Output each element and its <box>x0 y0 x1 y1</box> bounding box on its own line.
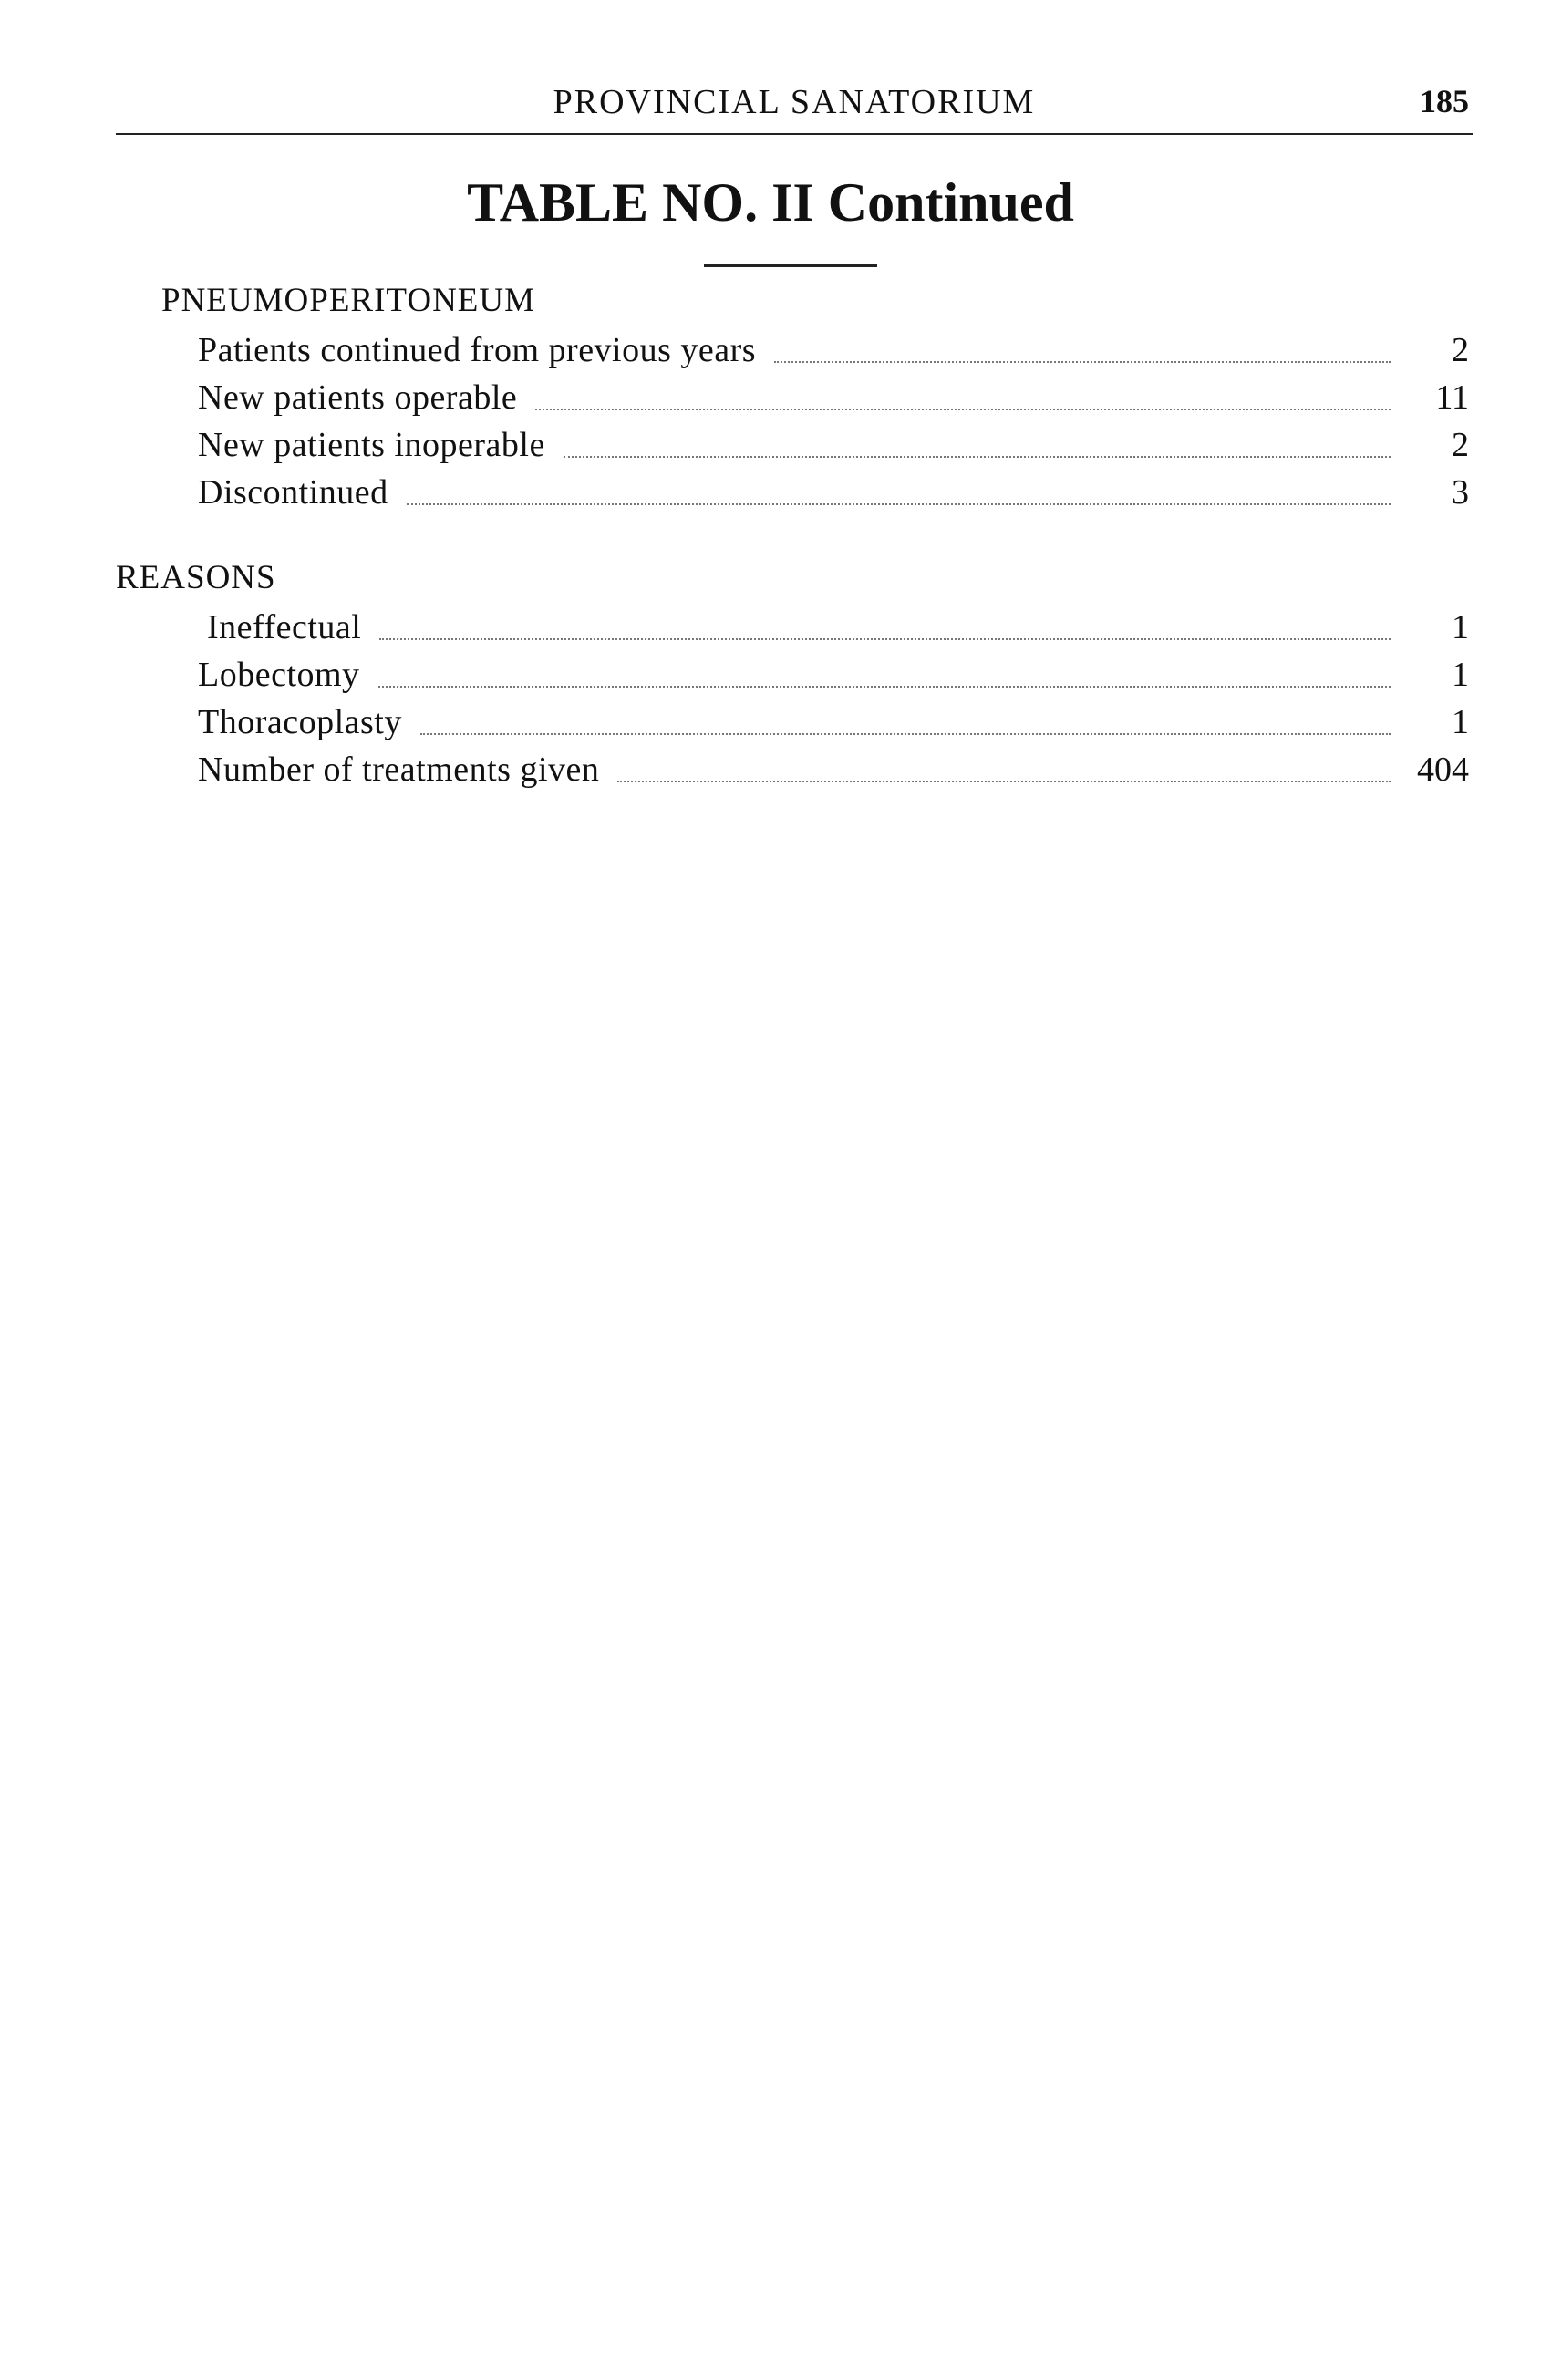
row-label: Number of treatments given <box>198 750 600 789</box>
row-value: 1 <box>1452 703 1469 741</box>
row-value: 1 <box>1452 608 1469 647</box>
dot-leader <box>535 409 1391 410</box>
row-value: 2 <box>1452 426 1469 464</box>
row-label: Ineffectual <box>207 608 362 647</box>
running-head <box>116 82 1473 139</box>
row-value: 404 <box>1417 750 1469 789</box>
table-row <box>198 750 1473 797</box>
dot-leader <box>774 361 1391 363</box>
dot-leader <box>378 686 1391 688</box>
row-label: Patients continued from previous years <box>198 331 757 369</box>
running-title: PROVINCIAL SANATORIUM <box>553 83 1036 121</box>
row-label: New patients inoperable <box>198 426 545 464</box>
header-rule <box>116 133 1473 135</box>
row-value: 11 <box>1435 378 1469 417</box>
row-label: Discontinued <box>198 473 388 512</box>
dot-leader <box>564 456 1391 458</box>
table-row <box>198 378 1473 425</box>
page-number: 185 <box>1420 83 1469 119</box>
table-row <box>198 655 1473 702</box>
row-value: 2 <box>1452 331 1469 369</box>
table-title: TABLE NO. II Continued <box>467 172 1074 233</box>
table-row <box>198 425 1473 472</box>
dot-leader <box>379 638 1391 640</box>
table-row <box>198 607 1473 655</box>
table-row <box>198 330 1473 378</box>
row-value: 3 <box>1452 473 1469 512</box>
title-rule <box>704 264 877 267</box>
dot-leader <box>617 781 1391 782</box>
row-value: 1 <box>1452 656 1469 694</box>
table-row <box>198 702 1473 750</box>
row-label: Lobectomy <box>198 656 360 694</box>
section-heading-pneumoperitoneum: PNEUMOPERITONEUM <box>161 282 536 319</box>
dot-leader <box>407 503 1391 505</box>
row-label: New patients operable <box>198 378 518 417</box>
table-row <box>198 472 1473 520</box>
dot-leader <box>420 733 1391 735</box>
row-label: Thoracoplasty <box>198 703 402 741</box>
section-heading-reasons: REASONS <box>116 559 276 596</box>
